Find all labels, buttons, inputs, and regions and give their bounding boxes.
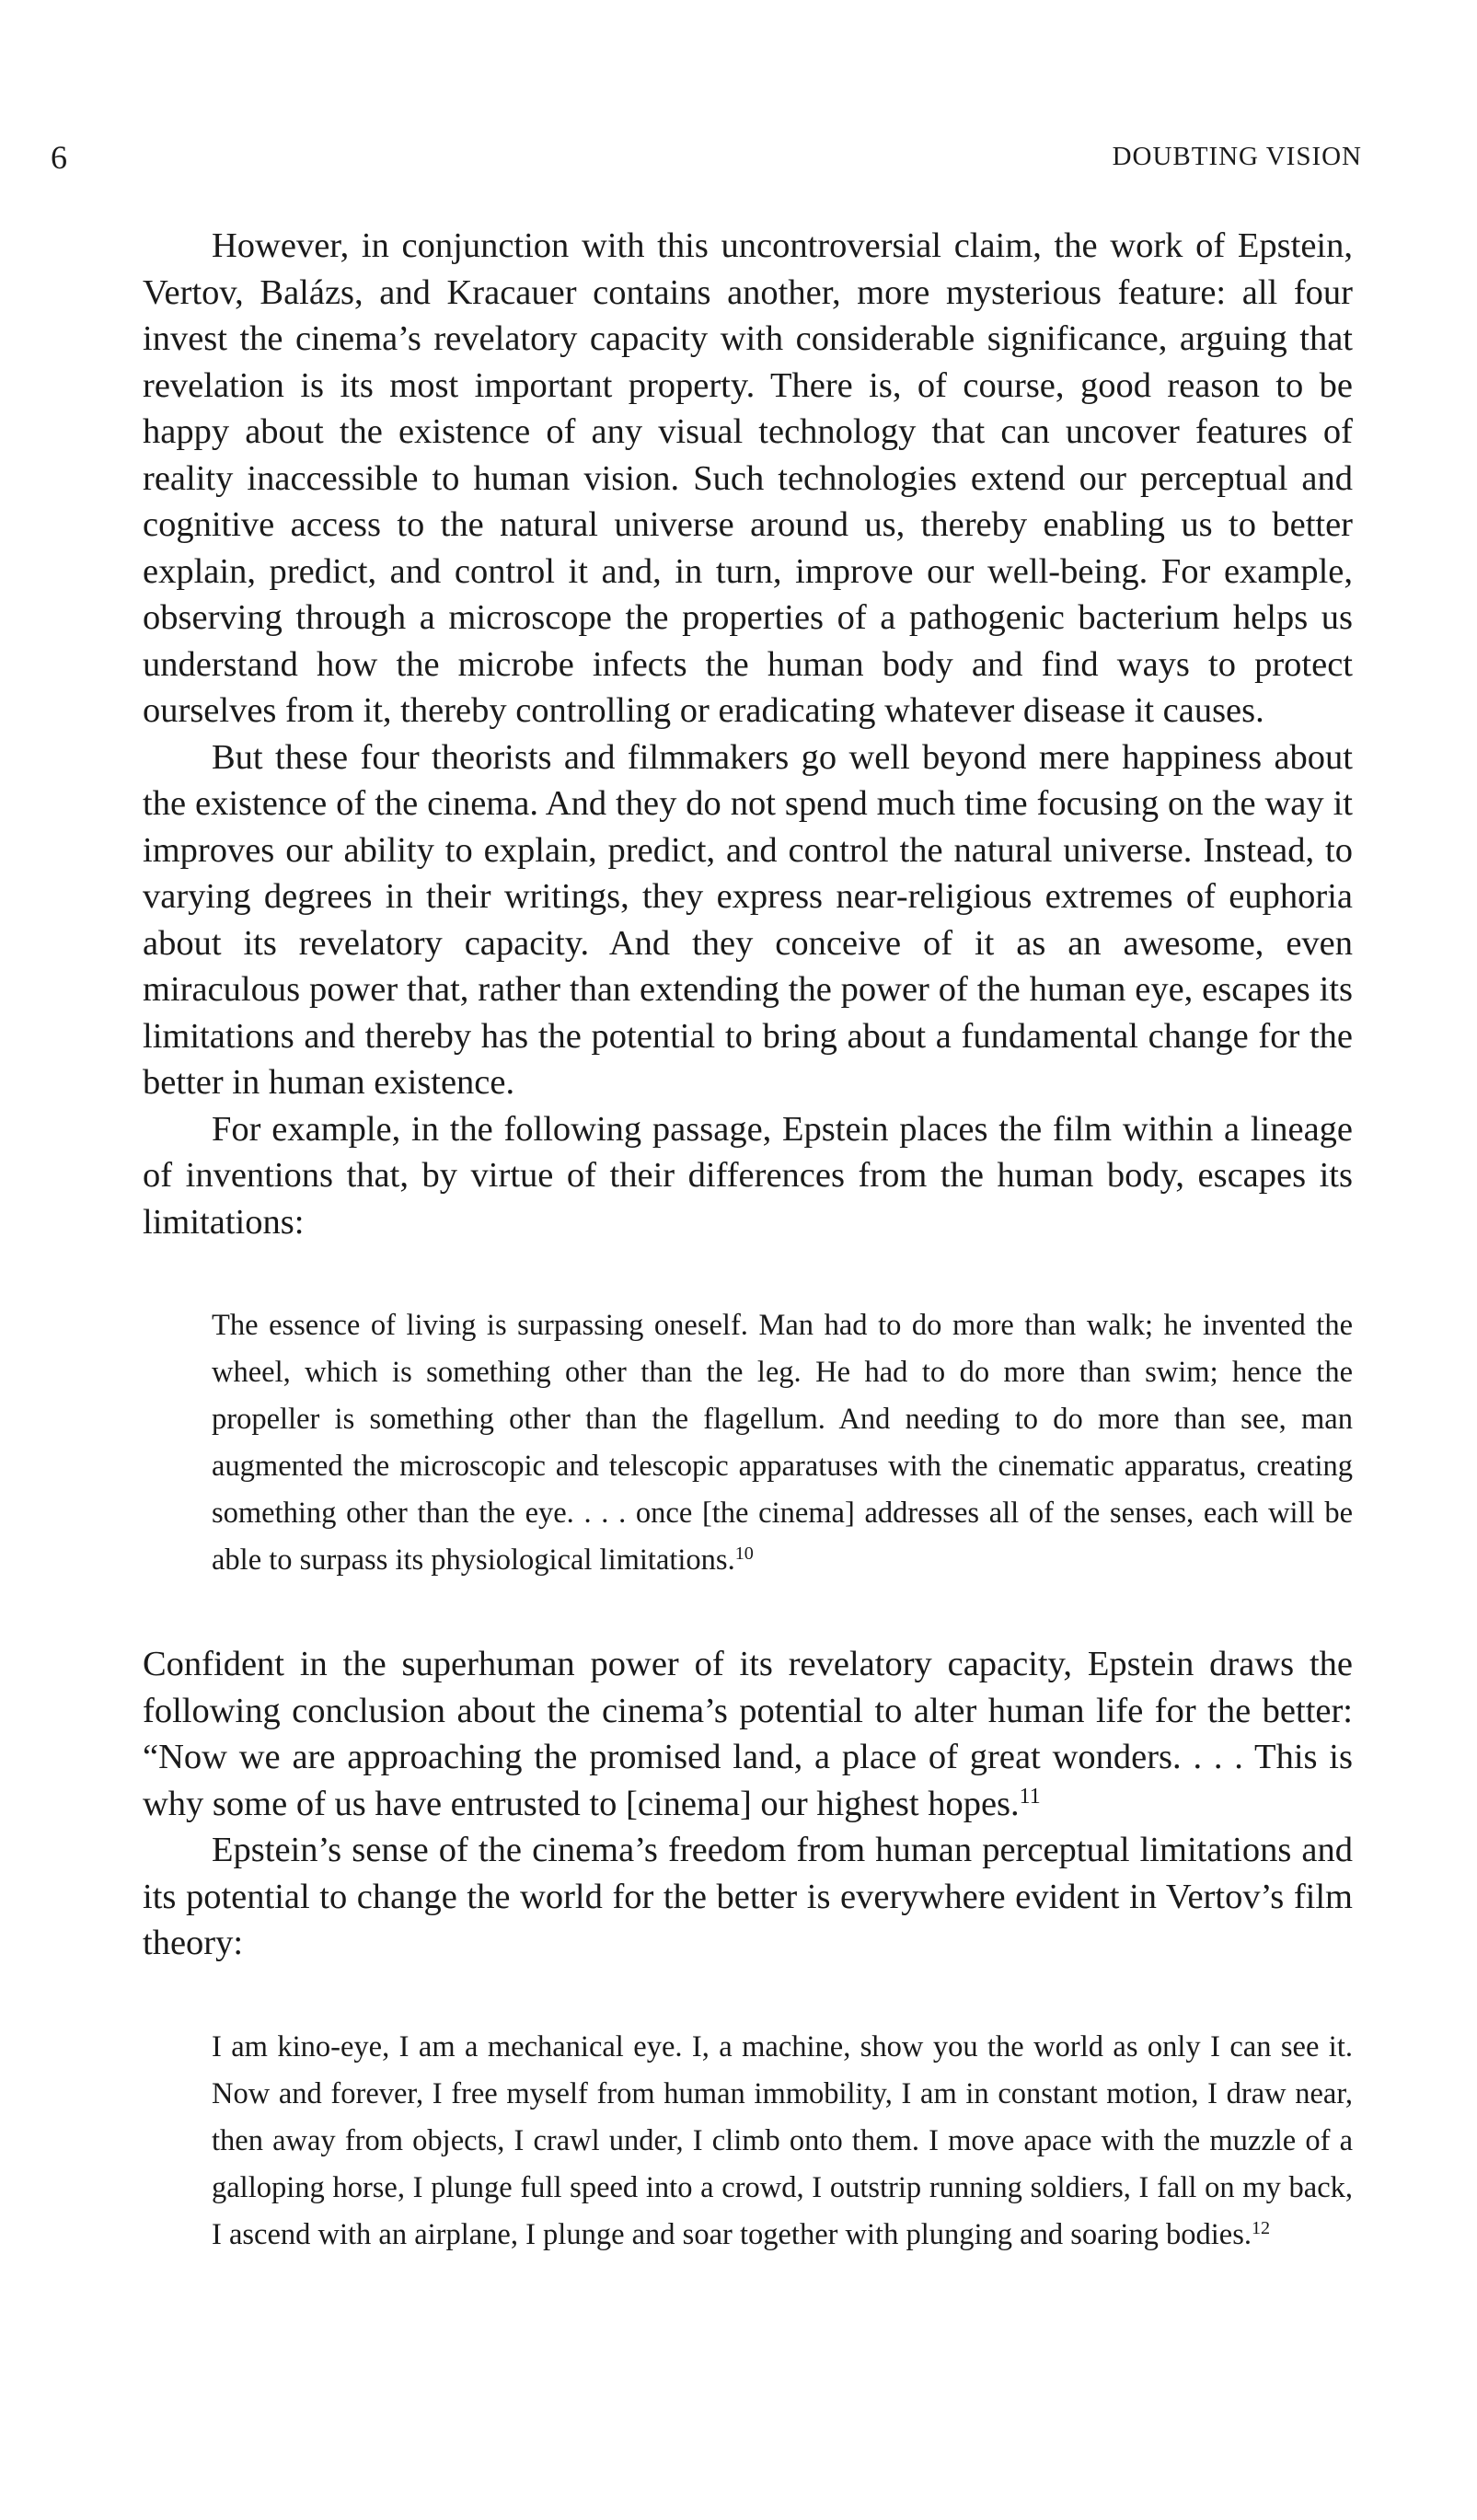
footnote-marker-12[interactable]: 12: [1251, 2217, 1271, 2238]
block-quote-vertov: [212, 2024, 1353, 2259]
page-number: 6: [51, 139, 67, 176]
quote-text: I am kino-eye, I am a mechanical eye. I, a machine, show you the world as only I can see it. Now and forever, I free myself from human immobility, I am in constant motion, I draw near, then away from objects, I crawl under, I climb onto them. I move apace with the muzzle of a galloping horse, I plunge full speed into a crowd, I outstrip running soldiers, I fall on my back, I ascend with an airplane, I plunge and soar together with plunging and soaring bodies.: [212, 2029, 1353, 2251]
running-head: [51, 138, 1362, 184]
block-quote-epstein: [212, 1302, 1353, 1584]
running-title: DOUBTING VISION: [1112, 142, 1362, 171]
quote-text: The essence of living is surpassing oneself. Man had to do more than walk; he invented the wheel, which is something other than the leg. He had to do more than swim; hence the propeller is something other than the flagellum. And needing to do more than see, man augmented the microscopic and telescopic apparatuses with the cinematic apparatus, creating something other than the eye. . . . once [the cinema] addresses all of the senses, each will be able to surpass its physiological limitations.: [212, 1309, 1353, 1577]
footnote-marker-10[interactable]: 10: [734, 1543, 754, 1564]
footnote-marker-11[interactable]: 11: [1019, 1784, 1041, 1809]
paragraph-1: However, in conjunction with this uncontroversial claim, the work of Epstein, Vertov, Balázs, and Kracauer contains another, more mysterious feature: all four invest the cinema’s revelatory capacity with considerable significance, arguing that revelation is its most important property. There is, of course, good reason to be happy about the existence of any visual technology that can uncover features of reality inaccessible to human vision. Such technologies extend our perceptual and cognitive access to the natural universe around us, thereby enabling us to better explain, predict, and control it and, in turn, improve our well-being. For example, observing through a microscope the properties of a pathogenic bacterium helps us understand how the microbe infects the human body and find ways to protect ourselves from it, thereby controlling or eradicating whatever disease it causes.: [143, 226, 1353, 730]
paragraph-3: For example, in the following passage, Epstein places the film within a lineage of inventions that, by virtue of their differences from the human body, escapes its limitations:: [143, 1109, 1353, 1242]
paragraph-4: [143, 1641, 1353, 1827]
paragraph-4-text: Confident in the superhuman power of its revelatory capacity, Epstein draws the following conclusion about the cinema’s potential to alter human life for the better: “Now we are approaching the promised land, a place of great wonders. . . . This is why some of us have entrusted to [cinema] our highest hopes.: [143, 1645, 1353, 1823]
body-text: [143, 223, 1353, 2259]
paragraph-2: But these four theorists and filmmakers go well beyond mere happiness about the existence of the cinema. And they do not spend much time focusing on the way it improves our ability to explain, predict, and control the natural universe. Instead, to varying degrees in their writings, they express near-religious extremes of euphoria about its revelatory capacity. And they conceive of it as an awesome, even miraculous power that, rather than extending the power of the human eye, escapes its limitations and thereby has the potential to bring about a fundamental change for the better in human existence.: [143, 737, 1353, 1102]
paragraph-5: Epstein’s sense of the cinema’s freedom from human perceptual limitations and its potential to change the world for the better is everywhere evident in Vertov’s film theory:: [143, 1831, 1353, 1962]
